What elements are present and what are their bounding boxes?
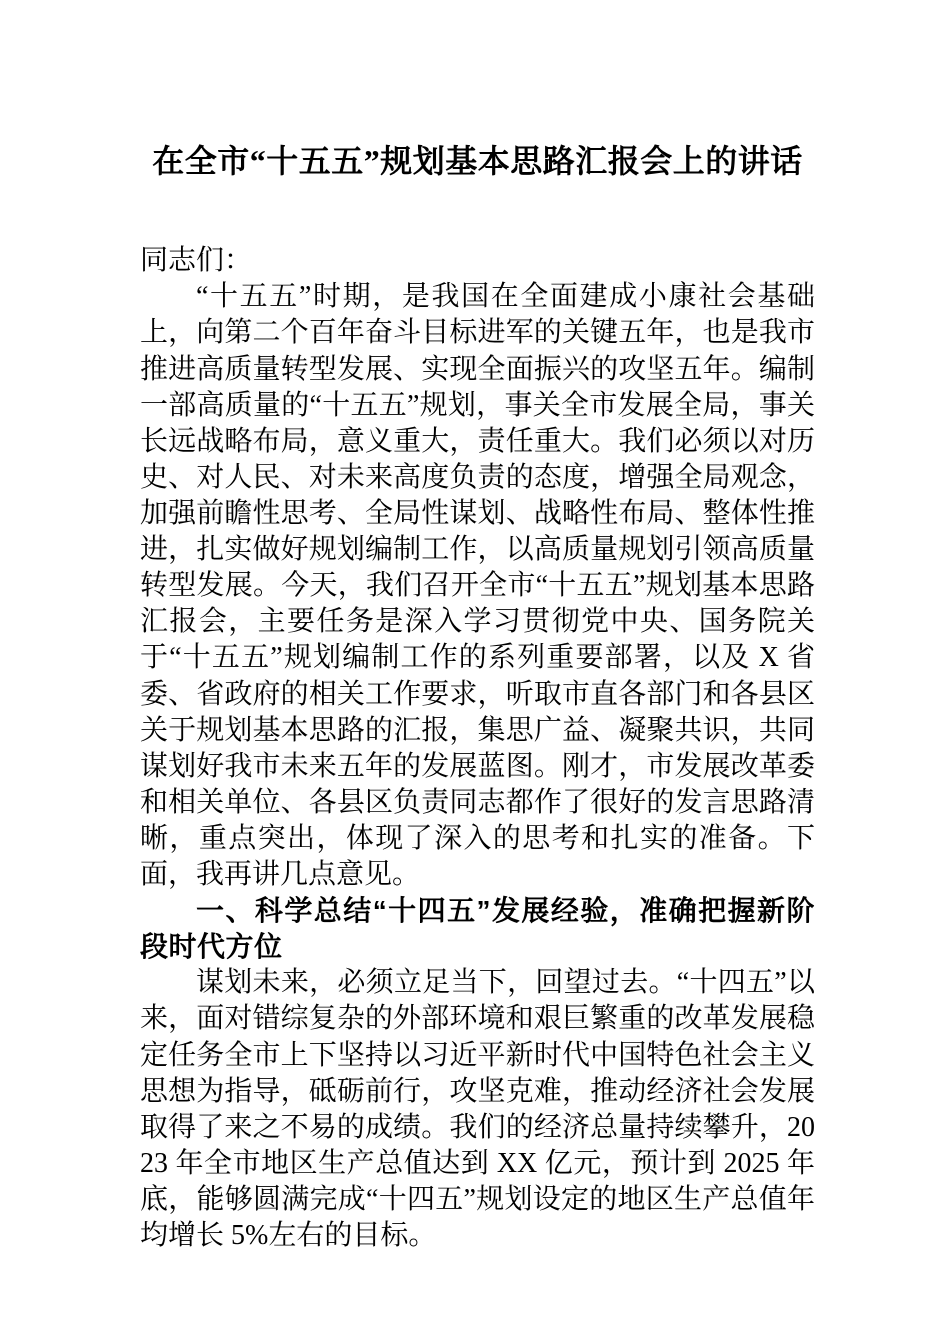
paragraph-section-1-body: 谋划未来，必须立足当下，回望过去。“十四五”以来，面对错综复杂的外部环境和艰巨繁重的改革发展稳定任务全市上下坚持以习近平新时代中国特色社会主义思想为指导，砥砺前行，攻坚克难，推动经济社会发展取得了来之不易的成绩。我们的经济总量持续攀升，2023 年全市地区生产总值达到 XX 亿元，预计到 2025 年底，能够圆满完成“十四五”规划设定的地区生产总值年均增长 5%左右的目标。 [140, 967, 815, 1252]
document-title: 在全市“十五五”规划基本思路汇报会上的讲话 [152, 143, 803, 179]
section-heading-1: 一、科学总结“十四五”发展经验，准确把握新阶段时代方位 [140, 895, 815, 963]
paragraph-intro: “十五五”时期，是我国在全面建成小康社会基础上，向第二个百年奋斗目标进军的关键五年，也是我市推进高质量转型发展、实现全面振兴的攻坚五年。编制一部高质量的“十五五”规划，事关全市发展全局，事关长远战略布局，意义重大，责任重大。我们必须以对历史、对人民、对未来高度负责的态度，增强全局观念，加强前瞻性思考、全局性谋划、战略性布局、整体性推进，扎实做好规划编制工作，以高质量规划引领高质量转型发展。今天，我们召开全市“十五五”规划基本思路汇报会，主要任务是深入学习贯彻党中央、国务院关于“十五五”规划编制工作的系列重要部署，以及 X 省委、省政府的相关工作要求，听取市直各部门和各县区关于规划基本思路的汇报，集思广益、凝聚共识，共同谋划好我市未来五年的发展蓝图。刚才，市发展改革委和相关单位、各县区负责同志都作了很好的发言思路清晰，重点突出，体现了深入的思考和扎实的准备。下面，我再讲几点意见。 [140, 281, 815, 891]
salutation: 同志们： [140, 245, 253, 277]
